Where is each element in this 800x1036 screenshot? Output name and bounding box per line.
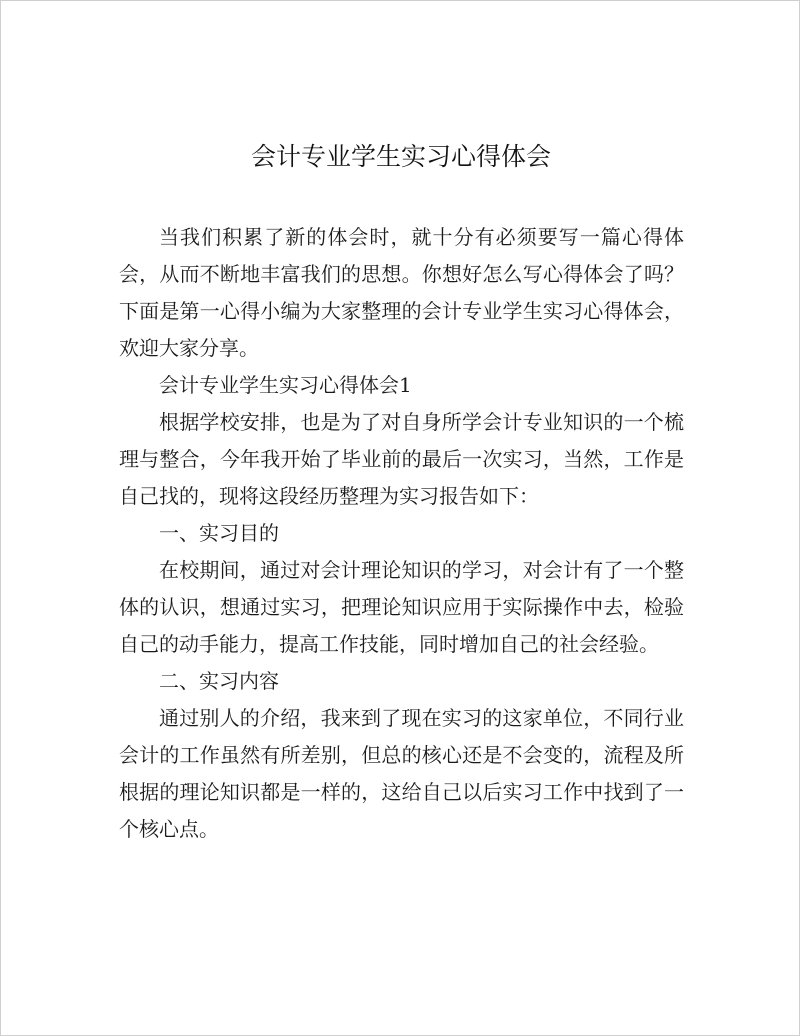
heading-content: 二、实习内容 xyxy=(159,669,279,693)
document-body xyxy=(119,219,684,848)
paragraph-purpose: 在校期间，通过对会计理论知识的学习，对会计有了一个整体的认识，想通过实习，把理论知识应用于实际操作中去，检验自己的动手能力，提高工作技能，同时增加自己的社会经验。 xyxy=(119,558,684,656)
document-title: 会计专业学生实习心得体会 xyxy=(250,142,551,171)
paragraph-background: 根据学校安排，也是为了对自身所学会计专业知识的一个梳理与整合，今年我开始了毕业前的最后一次实习，当然，工作是自己找的，现将这段经历整理为实习报告如下： xyxy=(119,410,684,508)
heading-purpose: 一、实习目的 xyxy=(159,521,279,545)
intro-paragraph: 当我们积累了新的体会时，就十分有必须要写一篇心得体会，从而不断地丰富我们的思想。你想好怎么写心得体会了吗？下面是第一心得小编为大家整理的会计专业学生实习心得体会，欢迎大家分享。 xyxy=(119,225,684,360)
paragraph-content: 通过别人的介绍，我来到了现在实习的这家单位，不同行业会计的工作虽然有所差别，但总的核心还是不会变的，流程及所根据的理论知识都是一样的，这给自己以后实习工作中找到了一个核心点。 xyxy=(119,706,684,841)
section-title-1: 会计专业学生实习心得体会1 xyxy=(159,373,412,397)
